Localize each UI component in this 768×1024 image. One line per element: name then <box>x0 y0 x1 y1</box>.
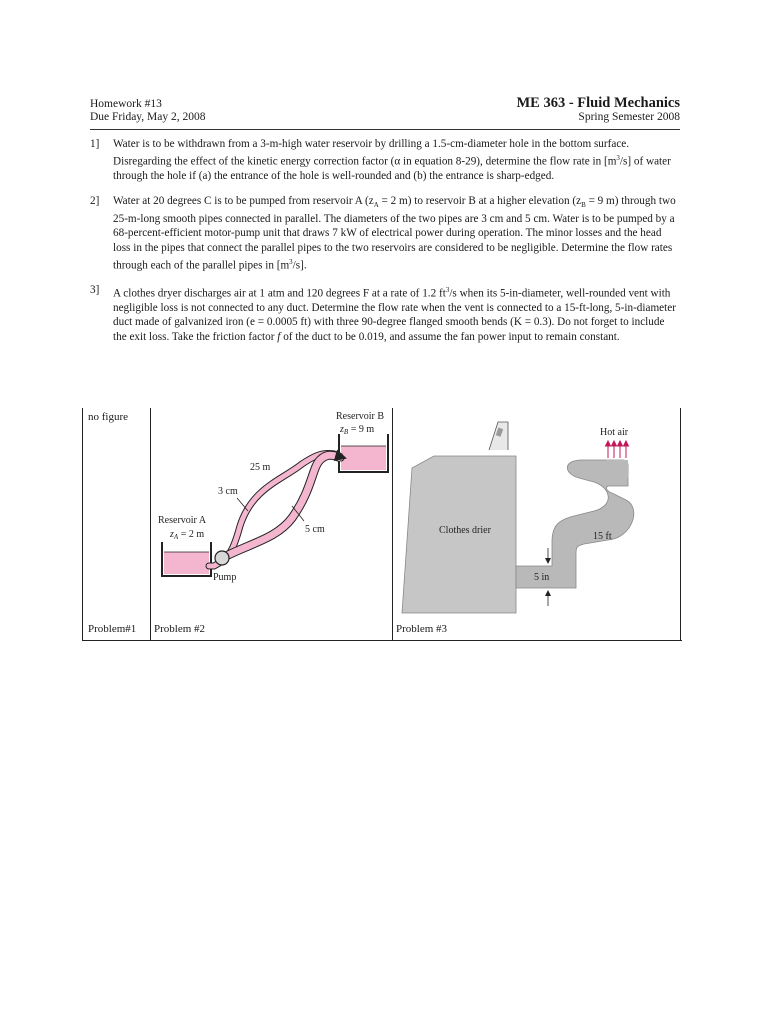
parallel-pipes <box>209 453 345 566</box>
text-part: /s]. <box>292 259 307 272</box>
subscript: B <box>581 200 586 209</box>
text-part: /s] of water through the hole if (a) the entrance of the hole is well-rounded and (b) the entrance is sharp-edged. <box>113 156 671 183</box>
course-title: ME 363 - Fluid Mechanics <box>516 95 680 111</box>
pipe-length-label: 25 m <box>250 462 271 473</box>
reservoir-a-elevation: $z_A = 2$ m <box>170 529 205 541</box>
table-divider-1 <box>150 408 151 640</box>
problem-2 <box>90 194 680 273</box>
no-figure-label: no figure <box>88 411 129 423</box>
semester: Spring Semester 2008 <box>578 111 680 123</box>
dryer-label: Clothes drier <box>439 525 491 536</box>
figure-table <box>82 408 682 641</box>
reservoir-b-label: Reservoir B <box>336 411 385 422</box>
duct-length-label: 15 ft <box>593 531 612 542</box>
hot-air-arrows-icon <box>606 441 629 458</box>
subscript: A <box>373 200 379 209</box>
diameter-arrowhead-top <box>545 558 551 564</box>
reservoir-a-water <box>164 552 209 574</box>
text-part: = 2 m) to reservoir B at a higher elevation (z <box>378 194 582 207</box>
text-part: Water is to be withdrawn from a 3-m-high water reservoir by drilling a 1.5-cm-diameter hole in the bottom surface. Disregarding the effect of the kinetic energy correction factor (α in equation 8-29), determine the flow rate in [m <box>113 138 630 169</box>
problem-2-label: Problem #2 <box>154 623 206 635</box>
header <box>90 95 680 127</box>
homework-number: Homework #13 <box>90 98 162 110</box>
reservoir-a-label: Reservoir A <box>158 515 207 526</box>
header-divider <box>90 129 680 130</box>
hot-air-label: Hot air <box>600 427 629 438</box>
table-border-left <box>82 408 83 640</box>
problem-1 <box>90 137 680 184</box>
vent-duct <box>516 460 634 588</box>
superscript: 3 <box>445 286 450 295</box>
large-pipe-diameter-label: 5 cm <box>305 524 325 535</box>
problem-text <box>113 137 680 184</box>
table-divider-2 <box>392 408 393 640</box>
small-pipe-diameter-label: 3 cm <box>218 486 238 497</box>
reservoir-b-elevation: $z_B = 9$ m <box>340 424 375 436</box>
problem-text <box>113 283 680 344</box>
problem-3-label: Problem #3 <box>396 623 448 635</box>
pump-icon <box>215 551 229 565</box>
duct-diameter-label: 5 in <box>534 572 550 583</box>
problem-1-label: Problem#1 <box>88 623 137 635</box>
text-part: of the duct to be 0.019, and assume the fan power input to remain constant. <box>280 330 620 343</box>
problem-number: 1] <box>90 138 100 150</box>
reservoir-b-water <box>341 446 386 470</box>
due-date: Due Friday, May 2, 2008 <box>90 111 206 123</box>
text-part: = 9 m) through two 25-m-long smooth pipes connected in parallel. The diameters of the two pipes are 3 cm and 5 cm. Water is to be pumped by a 68-percent-efficient motor-pump unit that draws 7 kW of electrical power during operation. The minor losses and the head loss in the pipes that connect the parallel pipes to the two reservoirs are considered to be negligible. Determine the flow rates through each of the parallel pipes in [m <box>113 194 676 272</box>
superscript: 3 <box>289 258 293 267</box>
table-border-right <box>680 408 681 640</box>
header-row-2 <box>90 111 680 127</box>
superscript: 3 <box>616 154 620 163</box>
text-part: A clothes dryer discharges air at 1 atm and 120 degrees F at a rate of 1.2 ft <box>113 287 446 300</box>
problem-number: 3] <box>90 284 100 297</box>
problem-2-figure <box>152 408 390 620</box>
text-part: Water at 20 degrees C is to be pumped from reservoir A (z <box>113 194 374 207</box>
problem-3 <box>90 283 680 344</box>
header-row-1 <box>90 95 680 111</box>
diameter-arrowhead-bottom <box>545 590 551 596</box>
italic-f: f <box>277 330 281 343</box>
pump-label: Pump <box>213 572 237 583</box>
text-part: /s when its 5-in-diameter, well-rounded vent with negligible loss is not connected to any duct. Determine the flow rate when the vent is connected to a 15-ft-long, 5-in-diameter duct made of galvanized iron (e = 0.0005 ft) with three 90-degree flanged smooth bends (K = 0.3). Do not forget to include the exit loss. Take the friction factor <box>113 287 676 343</box>
problem-text <box>113 194 680 273</box>
problem-list <box>90 137 680 354</box>
problem-number: 2] <box>90 194 100 207</box>
problem-3-figure <box>394 408 678 620</box>
duct-outlet <box>606 460 628 478</box>
